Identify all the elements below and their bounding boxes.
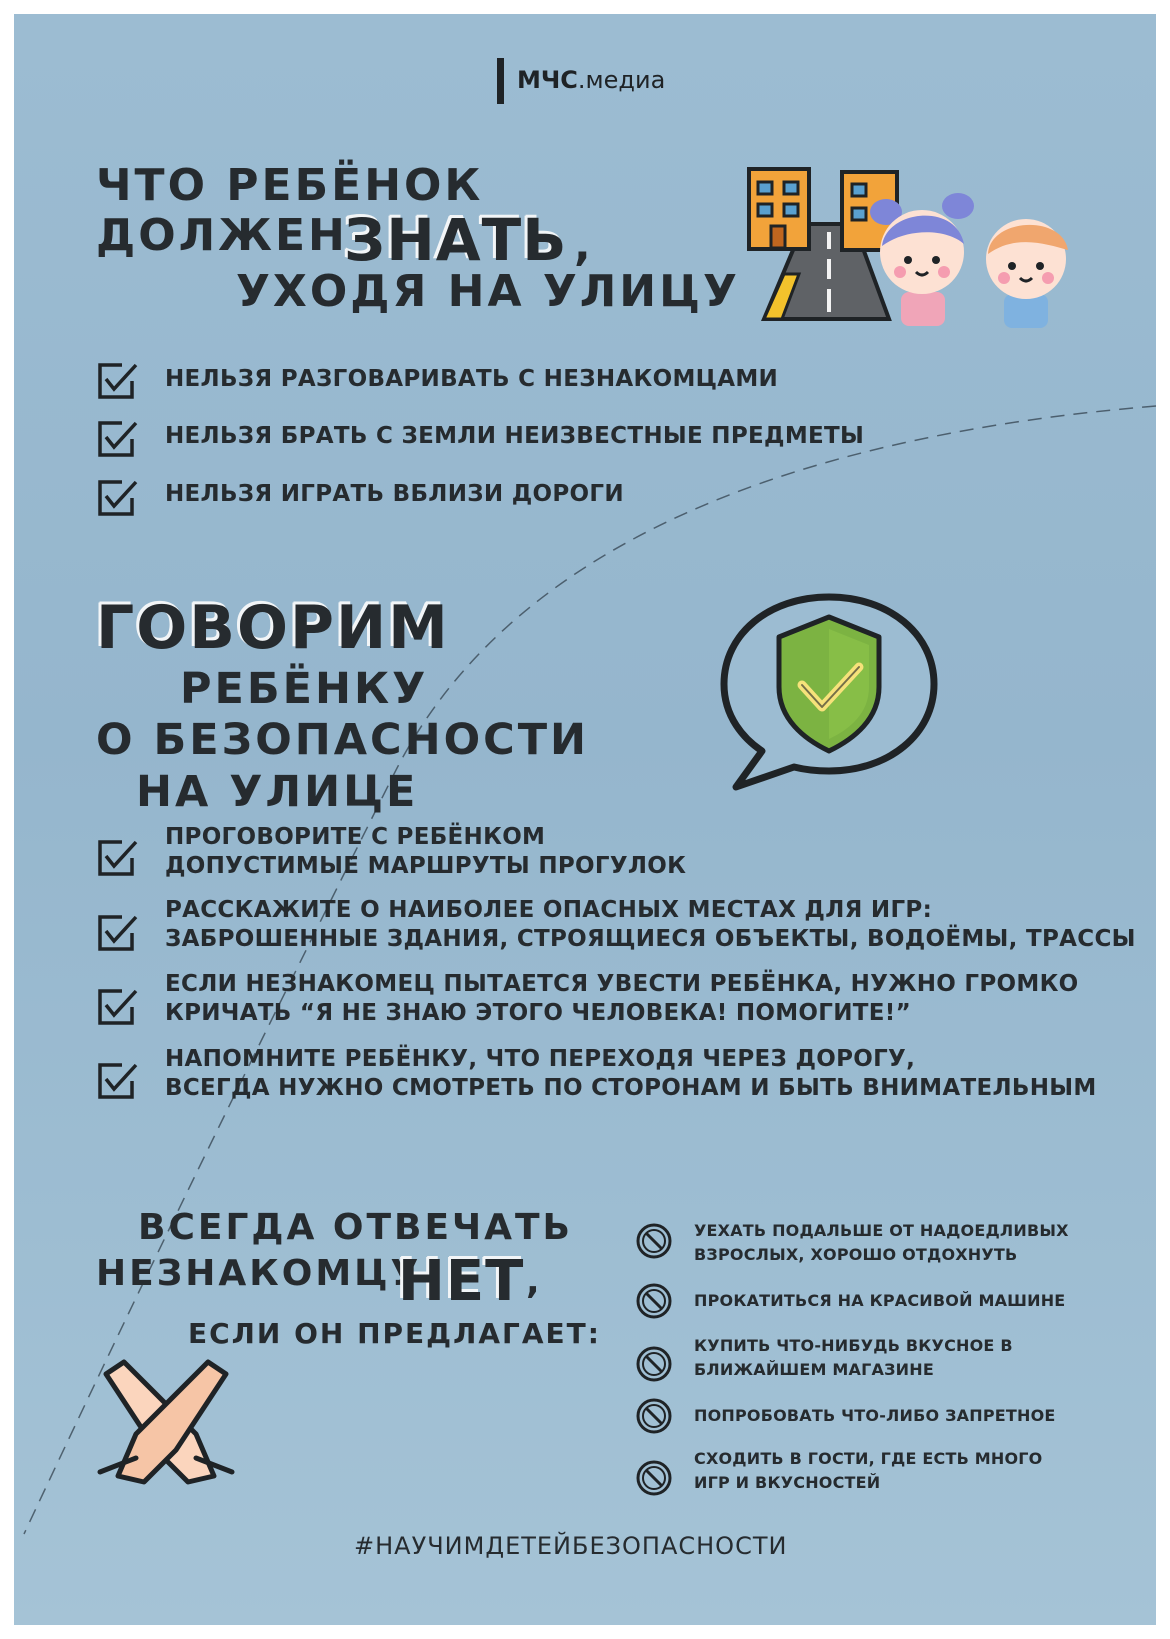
poster	[14, 14, 1156, 1625]
section1-title-line2a: ДОЛЖЕН	[96, 210, 348, 261]
section2-title-highlight: ГОВОРИМ	[96, 593, 450, 663]
checkbox-icon	[96, 836, 140, 880]
crossed-hands-icon	[96, 1354, 236, 1489]
boy-icon	[976, 204, 1076, 334]
logo: МЧС.медиа	[517, 66, 666, 94]
forbidden-icon	[635, 1282, 673, 1320]
section1-item: НЕЛЬЗЯ БРАТЬ С ЗЕМЛИ НЕИЗВЕСТНЫЕ ПРЕДМЕТЫ	[165, 423, 865, 449]
section1-title-comma: ,	[574, 220, 594, 271]
checkbox-icon	[96, 985, 140, 1029]
section3-item: ПРОКАТИТЬСЯ НА КРАСИВОЙ МАШИНЕ	[694, 1291, 1066, 1310]
section1-item: НЕЛЬЗЯ РАЗГОВАРИВАТЬ С НЕЗНАКОМЦАМИ	[165, 366, 779, 392]
checkbox-icon	[96, 911, 140, 955]
section2-item: РАССКАЖИТЕ О НАИБОЛЕЕ ОПАСНЫХ МЕСТАХ ДЛЯ ИГР: ЗАБРОШЕННЫЕ ЗДАНИЯ, СТРОЯЩИЕСЯ ОБЪЕКТЫ, ВОДОЁМЫ, ТРАССЫ	[165, 897, 1136, 952]
section2-item: ПРОГОВОРИТЕ С РЕБЁНКОМ ДОПУСТИМЫЕ МАРШРУТЫ ПРОГУЛОК	[165, 824, 687, 879]
section1-item: НЕЛЬЗЯ ИГРАТЬ ВБЛИЗИ ДОРОГИ	[165, 481, 624, 507]
section3-title-highlight: НЕТ	[398, 1249, 525, 1314]
section3-item: КУПИТЬ ЧТО-НИБУДЬ ВКУСНОЕ В БЛИЖАЙШЕМ МАГАЗИНЕ	[694, 1336, 1013, 1379]
checkbox-icon	[96, 476, 140, 520]
shield-check-icon	[714, 589, 944, 809]
section2-item: НАПОМНИТЕ РЕБЁНКУ, ЧТО ПЕРЕХОДЯ ЧЕРЕЗ ДОРОГУ, ВСЕГДА НУЖНО СМОТРЕТЬ ПО СТОРОНАМ И БЫТЬ ВНИМАТЕЛЬНЫМ	[165, 1046, 1097, 1101]
forbidden-icon	[635, 1397, 673, 1435]
section1-title-line1: ЧТО РЕБЁНОК	[96, 160, 484, 211]
section3-title-line3: ЕСЛИ ОН ПРЕДЛАГАЕТ:	[188, 1317, 601, 1350]
checkbox-icon	[96, 417, 140, 461]
hashtag: #НАУЧИМДЕТЕЙБЕЗОПАСНОСТИ	[354, 1532, 788, 1560]
section2-title-line3: О БЕЗОПАСНОСТИ	[96, 715, 590, 765]
section1-title-line3: УХОДЯ НА УЛИЦУ	[236, 266, 740, 317]
section3-item: УЕХАТЬ ПОДАЛЬШЕ ОТ НАДОЕДЛИВЫХ ВЗРОСЛЫХ, ХОРОШО ОТДОХНУТЬ	[694, 1221, 1069, 1264]
forbidden-icon	[635, 1222, 673, 1260]
girl-icon	[866, 182, 976, 332]
section2-item: ЕСЛИ НЕЗНАКОМЕЦ ПЫТАЕТСЯ УВЕСТИ РЕБЁНКА, НУЖНО ГРОМКО КРИЧАТЬ “Я НЕ ЗНАЮ ЭТОГО ЧЕЛОВЕКА! ПОМОГИТЕ!”	[165, 971, 1079, 1026]
section3-title-line1: ВСЕГДА ОТВЕЧАТЬ	[138, 1207, 573, 1248]
section3-title-line2a: НЕЗНАКОМЦУ	[96, 1253, 422, 1294]
section2-title-line4: НА УЛИЦЕ	[136, 767, 419, 817]
logo-bar	[497, 58, 504, 104]
forbidden-icon	[635, 1345, 673, 1383]
section1-title-highlight: ЗНАТЬ	[344, 206, 568, 274]
section3-item: ПОПРОБОВАТЬ ЧТО-ЛИБО ЗАПРЕТНОЕ	[694, 1406, 1056, 1425]
section3-item: СХОДИТЬ В ГОСТИ, ГДЕ ЕСТЬ МНОГО ИГР И ВКУСНОСТЕЙ	[694, 1449, 1043, 1492]
forbidden-icon	[635, 1459, 673, 1497]
checkbox-icon	[96, 359, 140, 403]
checkbox-icon	[96, 1059, 140, 1103]
section2-title-line2: РЕБЁНКУ	[180, 664, 429, 714]
section3-title-comma: ,	[526, 1261, 543, 1302]
